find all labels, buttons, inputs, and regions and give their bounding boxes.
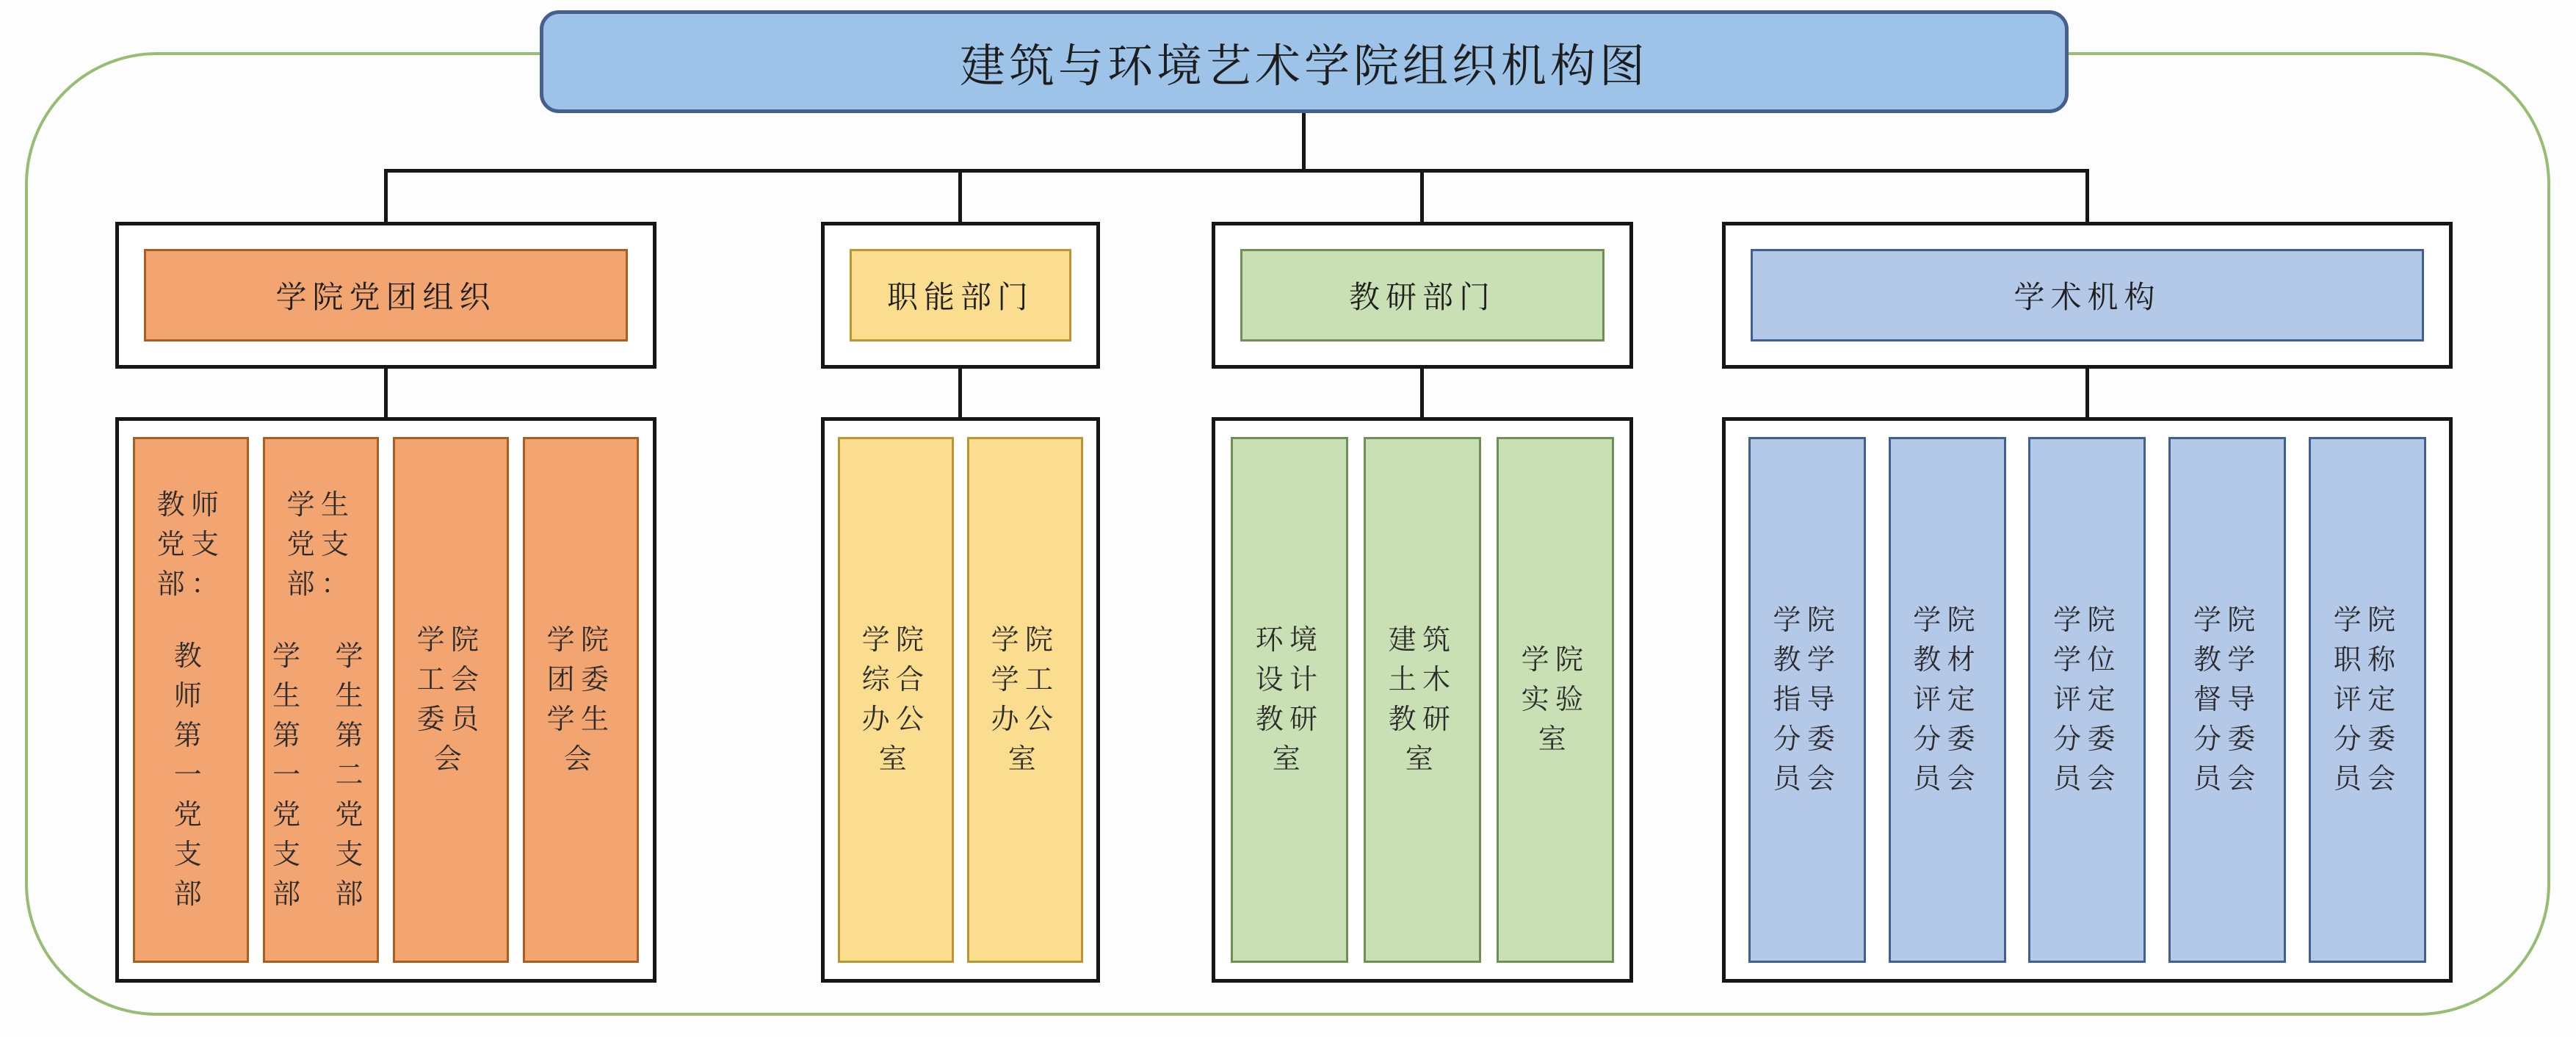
box-student-party-branch-second: 学生第二党支部 [335,641,369,910]
branch-header-outline [115,222,656,369]
branch-header-label: 学术机构 [2014,280,2161,314]
branch-header-teaching-research [1240,249,1604,342]
box-degree-evaluation-subcommittee: 学院学位评定分委员会 [2028,437,2146,963]
branch-header-label: 教研部门 [1348,280,1496,314]
branch-academic [1722,0,2453,1037]
box-student-affairs-office: 学院学工办公室 [967,437,1083,963]
branch-children-group [821,417,1100,983]
box-teacher-party-branch [133,437,249,963]
diagram-title-box [540,10,2069,113]
branch-header-outline [1212,222,1633,369]
box-arch-civil-teaching-office: 建筑土木教研室 [1364,437,1481,963]
branch-children-group [115,417,656,983]
branch-children-group [1722,417,2453,983]
box-college-laboratory: 学院实验室 [1497,437,1614,963]
branch-functional [821,0,1100,1037]
box-youth-league-student-union: 学院团委学生会 [523,437,639,963]
box-professional-title-subcommittee: 学院职称评定分委员会 [2309,437,2426,963]
branch-header-academic [1751,249,2424,342]
branch-party-league [115,0,656,1037]
diagram-title: 建筑与环境艺术学院组织机构图 [959,40,1649,92]
box-textbook-evaluation-subcommittee: 学院教材评定分委员会 [1889,437,2006,963]
branch-header-outline [1722,222,2453,369]
box-teaching-supervision-subcommittee: 学院教学督导分委员会 [2168,437,2286,963]
branch-header-party-league [144,249,628,342]
box-teacher-party-branch-header: 教师党支部： [156,490,225,600]
box-union-committee: 学院工会委员会 [393,437,509,963]
box-teacher-party-branch-list: 教师第一党支部 [173,641,209,910]
box-student-party-branch-first: 学生第一党支部 [272,641,307,910]
box-student-party-branch [263,437,379,963]
branch-header-label: 职能部门 [886,280,1034,314]
branch-header-functional [850,249,1071,342]
box-student-party-branch-header: 学生党支部： [286,490,355,600]
branch-children-group [1212,417,1633,983]
box-general-office: 学院综合办公室 [838,437,954,963]
box-teaching-steering-subcommittee: 学院教学指导分委员会 [1748,437,1866,963]
branch-teaching-research [1212,0,1633,1037]
branch-header-label: 学院党团组织 [275,280,496,314]
branch-header-outline [821,222,1100,369]
box-env-design-teaching-office: 环境设计教研室 [1231,437,1348,963]
